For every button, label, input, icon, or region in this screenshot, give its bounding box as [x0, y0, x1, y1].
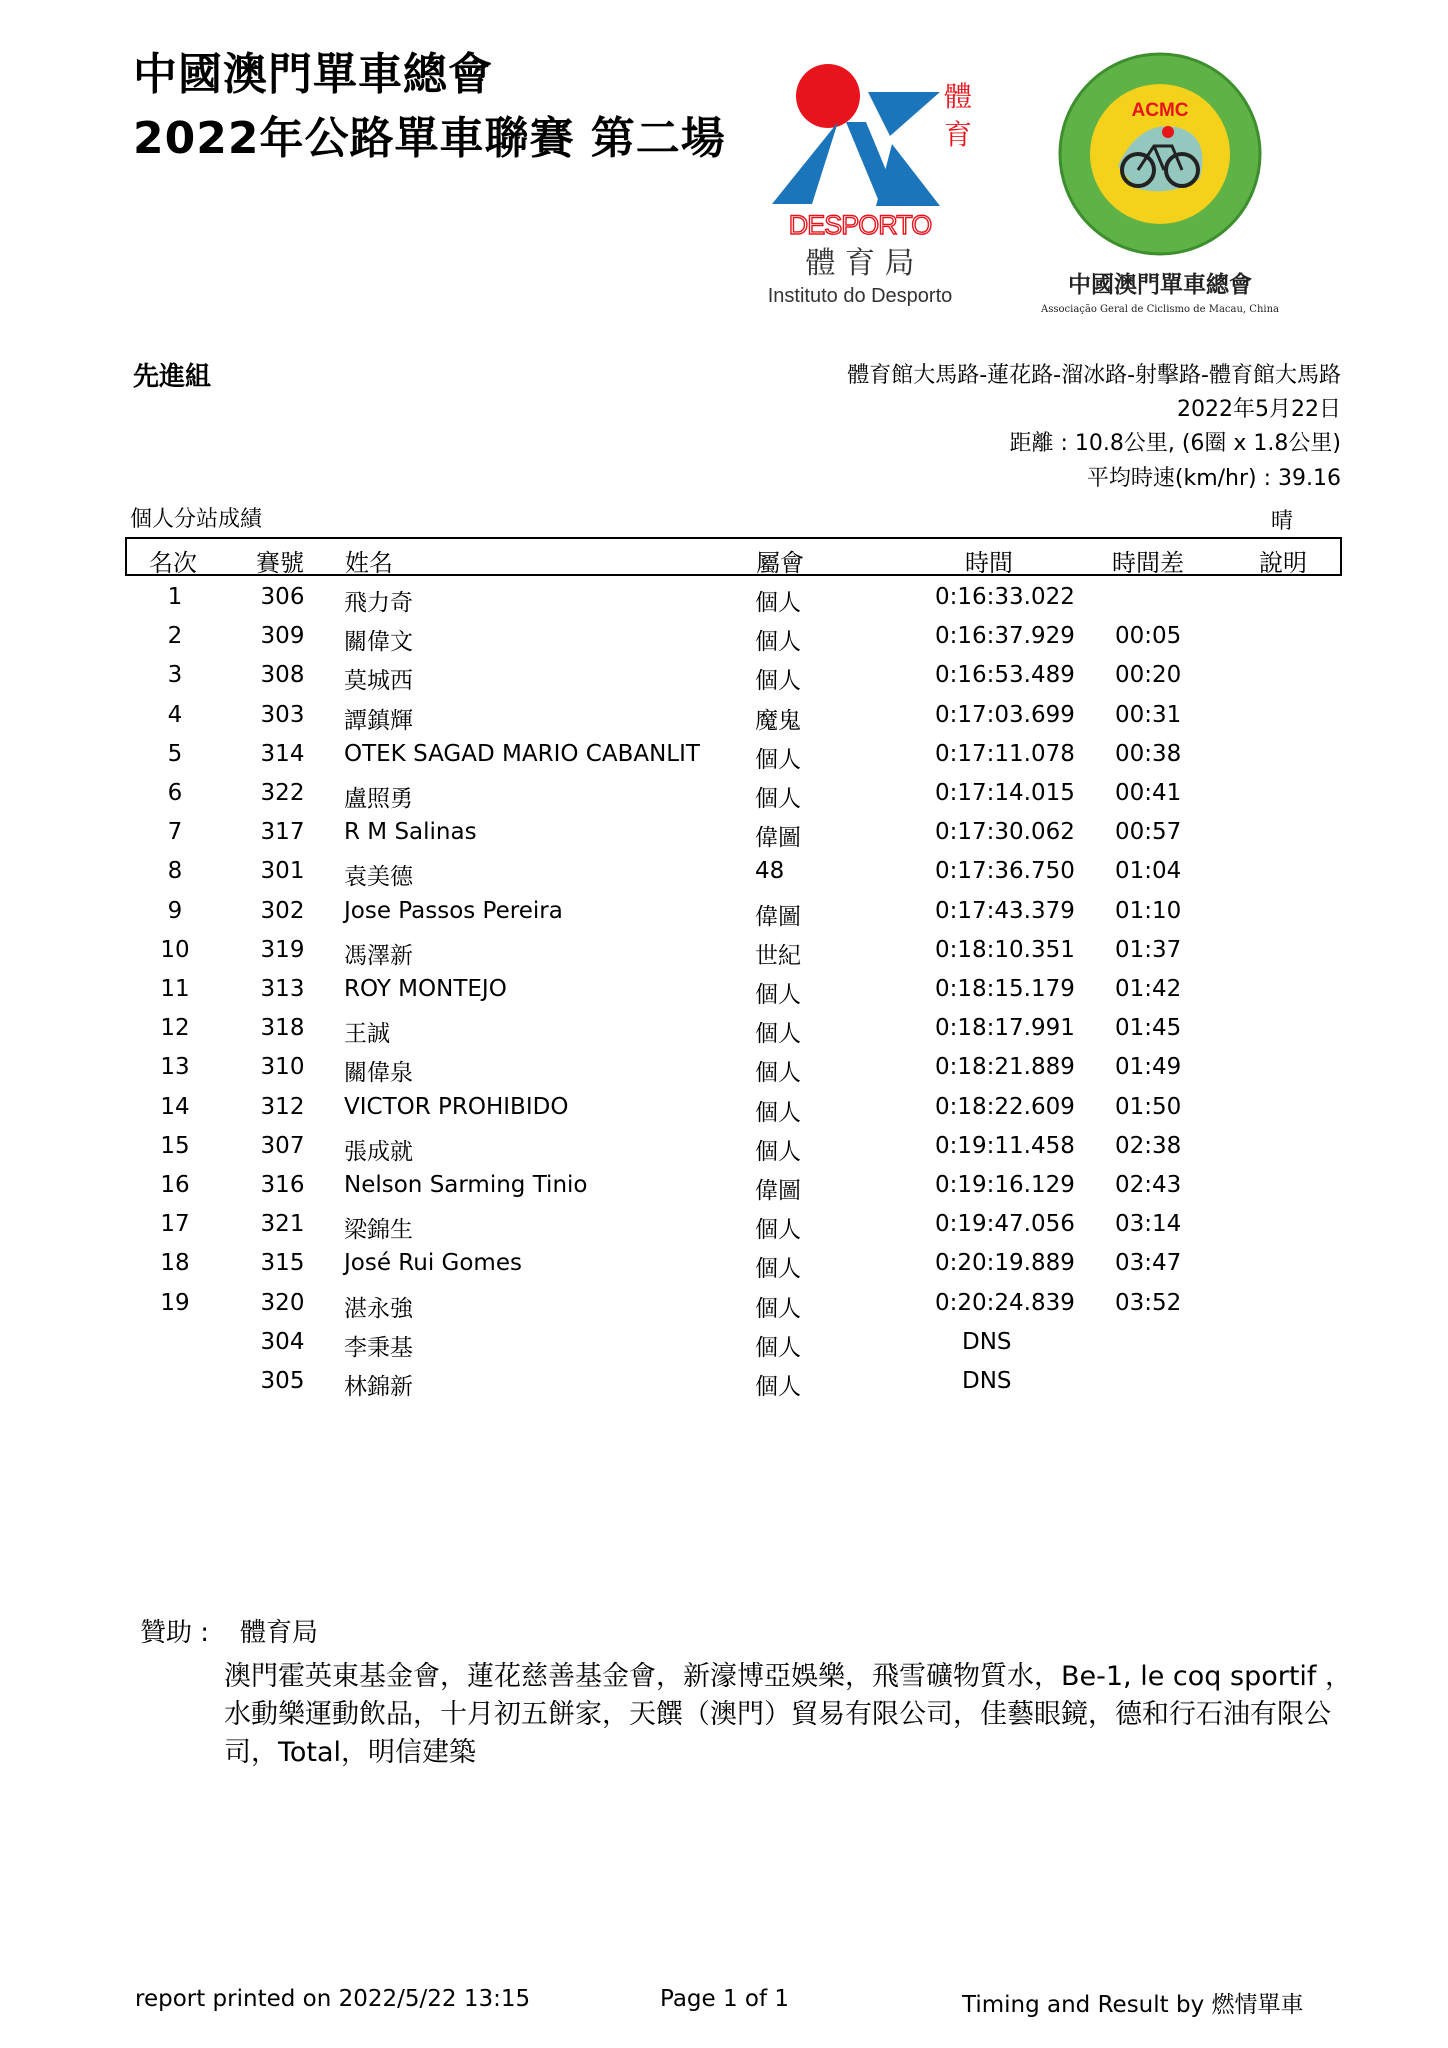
- desporto-chinese-name: 體 育 局: [805, 246, 915, 281]
- cell-rank: 7: [167, 819, 183, 846]
- table-row: [0, 1329, 1448, 1368]
- header-number: 賽號: [256, 549, 304, 577]
- cell-name: 林錦新: [344, 1374, 413, 1400]
- desporto-emblem-icon: [750, 56, 990, 306]
- cell-rank: 19: [160, 1289, 190, 1316]
- cell-gap: 01:10: [1115, 897, 1182, 924]
- cell-club: 偉圖: [755, 825, 801, 852]
- footer-page-number: Page 1 of 1: [660, 1986, 790, 2012]
- table-row: [0, 702, 1448, 741]
- cell-gap: 01:50: [1115, 1093, 1182, 1120]
- cell-rank: 10: [160, 936, 190, 963]
- cell-club: 偉圖: [755, 903, 801, 930]
- table-row: [0, 623, 1448, 662]
- race-distance: 距離 : 10.8公里, (6圈 x 1.8公里): [1009, 431, 1341, 456]
- desporto-side-char1: 體: [943, 80, 973, 113]
- race-route: 體育館大馬路-蓮花路-溜冰路-射擊路-體育館大馬路: [847, 363, 1341, 388]
- acmc-chinese-name: 中國澳門單車總會: [1068, 271, 1252, 298]
- cell-number: 303: [260, 701, 305, 728]
- cell-name: 湛永強: [344, 1295, 413, 1322]
- cell-club: 個人: [755, 1256, 801, 1283]
- cell-name: 關偉泉: [344, 1060, 413, 1087]
- acmc-logo: [1040, 48, 1280, 318]
- cell-number: 322: [260, 780, 305, 806]
- cell-number: 314: [260, 740, 305, 767]
- cell-club: 48: [755, 858, 785, 885]
- cell-number: 317: [260, 819, 305, 846]
- header-note: 說明: [1259, 549, 1307, 577]
- cell-club: 個人: [755, 982, 801, 1008]
- cell-club: 個人: [755, 629, 801, 656]
- cell-name: 飛力奇: [344, 590, 413, 616]
- cell-number: 318: [260, 1015, 305, 1042]
- cell-club: 個人: [755, 1099, 801, 1126]
- sponsor-list-line3: 司，Total，明信建築: [224, 1737, 477, 1768]
- cell-club: 個人: [755, 1217, 801, 1244]
- cell-club: 世紀: [755, 942, 801, 969]
- cell-time: 0:16:37.929: [935, 623, 1075, 650]
- cell-number: 309: [260, 623, 305, 650]
- cell-time: 0:17:14.015: [935, 780, 1075, 806]
- cell-number: 315: [260, 1250, 305, 1277]
- cell-time: 0:17:11.078: [935, 740, 1075, 767]
- cell-rank: 13: [160, 1054, 190, 1081]
- cell-number: 306: [260, 584, 305, 610]
- cell-gap: 00:31: [1115, 701, 1182, 728]
- cell-gap: 00:38: [1115, 740, 1182, 767]
- cell-club: 個人: [755, 668, 801, 695]
- cell-rank: 2: [167, 623, 183, 650]
- cell-rank: 6: [167, 780, 183, 806]
- cell-number: 301: [260, 858, 305, 885]
- cell-name: 王誠: [344, 1021, 390, 1048]
- table-row: [0, 584, 1448, 623]
- cell-time: 0:19:11.458: [935, 1132, 1075, 1159]
- cell-rank: 11: [160, 976, 190, 1002]
- table-row: [0, 937, 1448, 976]
- cell-rank: 17: [160, 1211, 190, 1238]
- cell-name: 張成就: [344, 1138, 413, 1165]
- desporto-wordmark: DESPORTO: [788, 210, 932, 240]
- table-row: [0, 780, 1448, 819]
- cell-number: 316: [260, 1172, 305, 1198]
- cell-gap: 03:14: [1115, 1211, 1182, 1238]
- cell-name: 譚鎮輝: [344, 707, 413, 734]
- table-row: [0, 1094, 1448, 1133]
- table-row: [0, 1290, 1448, 1329]
- results-table-header: [125, 537, 1342, 576]
- cell-rank: 14: [160, 1093, 190, 1120]
- cell-time: 0:17:03.699: [935, 701, 1075, 728]
- cell-rank: 1: [167, 584, 183, 610]
- cell-name: OTEK SAGAD MARIO CABANLIT: [344, 740, 700, 767]
- table-row: [0, 898, 1448, 937]
- cell-number: 313: [260, 976, 305, 1002]
- race-category: 先進組: [133, 362, 212, 392]
- cell-time: 0:17:36.750: [935, 858, 1075, 885]
- cell-rank: 16: [160, 1172, 190, 1198]
- cell-time: 0:19:47.056: [935, 1211, 1075, 1238]
- weather: 晴: [1270, 509, 1293, 534]
- cell-time: 0:18:21.889: [935, 1054, 1075, 1081]
- cell-time: 0:17:30.062: [935, 819, 1075, 846]
- cell-club: 個人: [755, 1374, 801, 1400]
- sponsor-list-line1: 澳門霍英東基金會，蓮花慈善基金會，新濠博亞娛樂，飛雪礦物質水，Be-1, le coq sportif ，: [224, 1661, 1352, 1692]
- race-average-speed: 平均時速(km/hr) : 39.16: [1086, 466, 1341, 491]
- header-club: 屬會: [756, 549, 804, 577]
- report-title-line2: 2022年公路單車聯賽 第二場: [133, 113, 726, 164]
- footer-printed-on: report printed on 2022/5/22 13:15: [135, 1986, 531, 2012]
- cell-number: 307: [260, 1132, 305, 1159]
- table-row: [0, 1211, 1448, 1250]
- cell-name: José Rui Gomes: [344, 1250, 522, 1277]
- acmc-badge-text: ACMC: [1131, 100, 1189, 121]
- acmc-portuguese-name: Associação Geral de Ciclismo de Macau, China: [1041, 304, 1279, 315]
- cell-club: 個人: [755, 1138, 801, 1165]
- cell-number: 321: [260, 1211, 305, 1238]
- cell-name: R M Salinas: [344, 819, 477, 846]
- table-row: [0, 1054, 1448, 1093]
- table-row: [0, 819, 1448, 858]
- cell-name: 袁美德: [344, 864, 413, 891]
- cell-time: 0:20:24.839: [935, 1289, 1075, 1316]
- cell-time: 0:19:16.129: [935, 1172, 1075, 1198]
- table-row: [0, 741, 1448, 780]
- cell-number: 305: [260, 1368, 305, 1394]
- cell-number: 320: [260, 1289, 305, 1316]
- cell-rank: 12: [160, 1015, 190, 1042]
- cell-time: DNS: [962, 1328, 1012, 1355]
- results-label: 個人分站成績: [130, 507, 263, 532]
- header-gap: 時間差: [1112, 549, 1184, 577]
- cell-gap: 01:04: [1115, 858, 1182, 885]
- cell-rank: 3: [167, 662, 183, 689]
- desporto-logo: [750, 56, 990, 306]
- cell-name: Nelson Sarming Tinio: [344, 1172, 588, 1198]
- table-row: [0, 1133, 1448, 1172]
- cell-club: 魔鬼: [755, 707, 801, 734]
- acmc-emblem-icon: [1040, 48, 1280, 318]
- cell-rank: 5: [167, 740, 183, 767]
- desporto-side-char2: 育: [943, 118, 973, 151]
- cell-rank: 18: [160, 1250, 190, 1277]
- header-time: 時間: [965, 549, 1013, 577]
- cell-club: 偉圖: [755, 1178, 801, 1204]
- cell-name: VICTOR PROHIBIDO: [344, 1093, 569, 1120]
- cell-gap: 00:05: [1115, 623, 1182, 650]
- cell-gap: 00:20: [1115, 662, 1182, 689]
- cell-rank: 9: [167, 897, 183, 924]
- cell-gap: 00:41: [1115, 780, 1182, 806]
- cell-number: 310: [260, 1054, 305, 1081]
- cell-gap: 01:49: [1115, 1054, 1182, 1081]
- cell-gap: 01:42: [1115, 976, 1182, 1002]
- sponsor-main: 體育局: [240, 1618, 319, 1648]
- cell-name: 關偉文: [344, 629, 413, 656]
- cell-name: 盧照勇: [344, 786, 413, 812]
- cell-rank: 15: [160, 1132, 190, 1159]
- cell-rank: 8: [167, 858, 183, 885]
- cell-time: 0:18:10.351: [935, 936, 1075, 963]
- cell-name: 馮澤新: [344, 942, 413, 969]
- header-rank: 名次: [149, 549, 197, 577]
- cell-time: 0:18:22.609: [935, 1093, 1075, 1120]
- cell-gap: 01:45: [1115, 1015, 1182, 1042]
- cell-number: 319: [260, 936, 305, 963]
- cell-gap: 03:52: [1115, 1289, 1182, 1316]
- cell-name: 李秉基: [344, 1334, 413, 1361]
- cell-time: 0:16:53.489: [935, 662, 1075, 689]
- cell-club: 個人: [755, 746, 801, 773]
- cell-time: DNS: [962, 1368, 1012, 1394]
- cell-club: 個人: [755, 1295, 801, 1322]
- cell-name: Jose Passos Pereira: [344, 897, 563, 924]
- cell-rank: 4: [167, 701, 183, 728]
- cell-time: 0:17:43.379: [935, 897, 1075, 924]
- sponsor-label: 贊助 :: [140, 1618, 210, 1648]
- sponsor-list-line2: 水動樂運動飲品，十月初五餅家，天饌（澳門）貿易有限公司，佳藝眼鏡，德和行石油有限公: [224, 1699, 1331, 1730]
- table-row: [0, 662, 1448, 701]
- table-row: [0, 976, 1448, 1015]
- cell-gap: 02:38: [1115, 1132, 1182, 1159]
- cell-time: 0:20:19.889: [935, 1250, 1075, 1277]
- cell-time: 0:16:33.022: [935, 584, 1075, 610]
- report-title-line1: 中國澳門單車總會: [133, 49, 493, 100]
- header-name: 姓名: [345, 549, 393, 577]
- cell-number: 304: [260, 1328, 305, 1355]
- footer-timing-credit: Timing and Result by 燃情單車: [962, 1992, 1304, 2018]
- cell-name: ROY MONTEJO: [344, 976, 507, 1002]
- table-row: [0, 1368, 1448, 1407]
- cell-club: 個人: [755, 1060, 801, 1087]
- cell-name: 梁錦生: [344, 1217, 413, 1244]
- race-date: 2022年5月22日: [1177, 397, 1341, 422]
- table-row: [0, 1250, 1448, 1289]
- cell-club: 個人: [755, 786, 801, 812]
- desporto-portuguese-name: Instituto do Desporto: [767, 285, 953, 306]
- cell-gap: 00:57: [1115, 819, 1182, 846]
- cell-club: 個人: [755, 590, 801, 616]
- cell-number: 302: [260, 897, 305, 924]
- cell-club: 個人: [755, 1334, 801, 1361]
- cell-gap: 01:37: [1115, 936, 1182, 963]
- cell-name: 莫城西: [344, 668, 413, 695]
- cell-club: 個人: [755, 1021, 801, 1048]
- cell-number: 312: [260, 1093, 305, 1120]
- table-row: [0, 1172, 1448, 1211]
- cell-gap: 02:43: [1115, 1172, 1182, 1198]
- table-row: [0, 858, 1448, 897]
- cell-number: 308: [260, 662, 305, 689]
- cell-time: 0:18:15.179: [935, 976, 1075, 1002]
- cell-time: 0:18:17.991: [935, 1015, 1075, 1042]
- cell-gap: 03:47: [1115, 1250, 1182, 1277]
- table-row: [0, 1015, 1448, 1054]
